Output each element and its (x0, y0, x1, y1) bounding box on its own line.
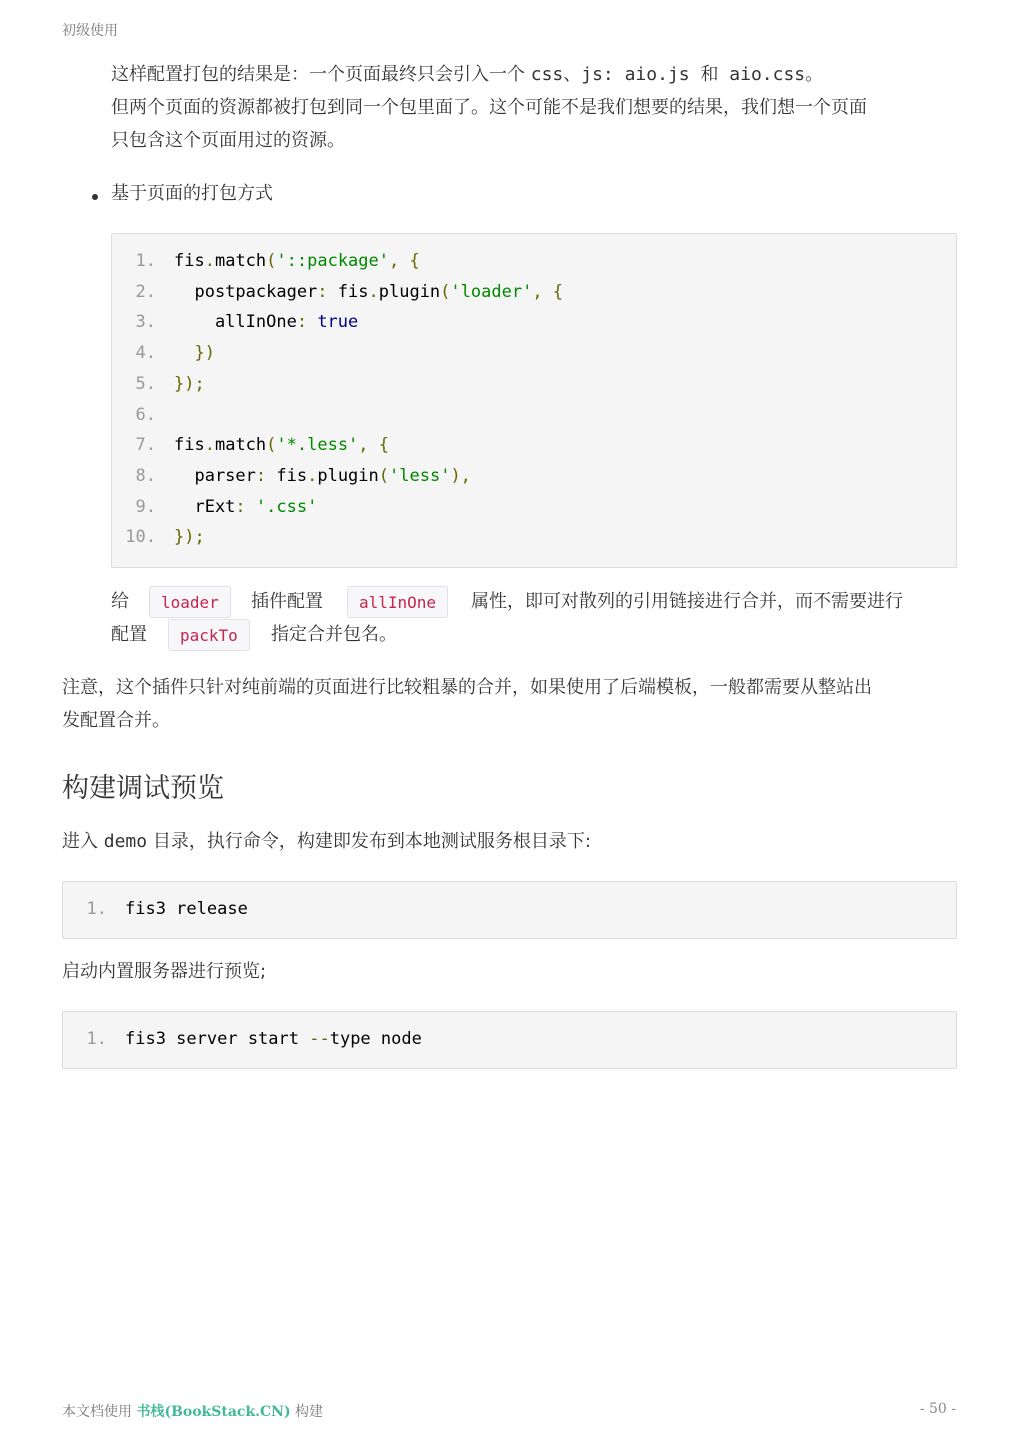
intro-line-1 (111, 58, 823, 91)
code-token: : (255, 465, 277, 486)
code-text (174, 430, 389, 461)
footer-text-b: 构建 (290, 1404, 324, 1420)
code-token: parser (174, 465, 256, 486)
code-token: }); (174, 373, 205, 394)
code-token: fis3 release (125, 899, 248, 919)
code-text (174, 277, 563, 308)
code-token: : (296, 312, 318, 333)
code-token: ( (266, 251, 277, 271)
line-number: 5. (135, 373, 156, 394)
code-token: . (307, 465, 318, 486)
code-text (174, 522, 205, 553)
code-token: fis (276, 465, 308, 486)
code-token: ( (440, 281, 451, 302)
inline-code-loader: loader (149, 586, 231, 618)
code-text (174, 307, 358, 338)
line-number: 7. (135, 435, 156, 456)
config-note-t5: 指定合并包名。 (271, 624, 397, 645)
line-number: 3. (135, 312, 156, 333)
intro-text-c: 。 (805, 64, 824, 85)
code-token: ( (266, 435, 277, 456)
code-token: , { (358, 435, 390, 456)
code-token: 'less' (389, 465, 451, 486)
code-token: , { (532, 281, 564, 302)
line-number: 6. (135, 404, 156, 425)
code-token: 'loader' (450, 281, 533, 302)
config-note-t3: 属性，即可对散列的引用链接进行合并，而不需要进行 (471, 591, 903, 612)
code-text (174, 461, 471, 492)
code-token: fis3 server start (125, 1029, 310, 1049)
section-heading: 构建调试预览 (62, 773, 224, 804)
code-text (125, 894, 248, 925)
code-line (112, 277, 956, 308)
build-intro-c: 目录，执行命令，构建即发布到本地测试服务根目录下: (147, 831, 591, 852)
server-intro: 启动内置服务器进行预览; (62, 961, 267, 982)
inline-code-packto: packTo (168, 619, 250, 651)
build-intro (62, 825, 591, 858)
page-header-title: 初级使用 (62, 23, 118, 39)
code-token: type node (329, 1029, 422, 1049)
code-token: }) (174, 343, 215, 364)
code-token: match (214, 435, 267, 456)
code-token: : (317, 281, 338, 302)
intro-line-2: 但两个页面的资源都被打包到同一个包里面了。这个可能不是我们想要的结果，我们想一个页面 (111, 97, 867, 118)
code-line (63, 1024, 956, 1055)
code-line (112, 430, 956, 461)
code-token: allInOne (174, 312, 297, 333)
code-block-release (62, 881, 957, 939)
notice-line-2: 发配置合并。 (62, 710, 170, 731)
code-token: }); (174, 527, 205, 548)
line-number: 1. (86, 1029, 107, 1049)
code-line (112, 369, 956, 400)
code-token: plugin (378, 281, 441, 302)
config-note-t1: 给 (111, 591, 129, 612)
code-token: true (317, 312, 359, 333)
line-number: 10. (125, 527, 156, 548)
code-token: fis (337, 281, 369, 302)
code-text (174, 492, 317, 523)
code-token: rExt (174, 496, 236, 517)
bullet-marker (92, 194, 98, 200)
footer-brand-link[interactable]: 书栈(BookStack.CN) (136, 1404, 291, 1420)
code-block-server-start (62, 1011, 957, 1069)
code-line (63, 894, 956, 925)
code-token: '::package' (276, 251, 389, 271)
config-note-t4: 配置 (111, 624, 147, 645)
code-token: '*.less' (276, 435, 359, 456)
code-line (112, 338, 956, 369)
code-token: match (214, 251, 267, 271)
code-token: . (368, 281, 379, 302)
config-note-t2: 插件配置 (251, 591, 323, 612)
code-token: . (204, 435, 215, 456)
code-text (174, 338, 215, 369)
line-number: 4. (135, 343, 156, 364)
code-line (112, 307, 956, 338)
build-intro-a: 进入 (62, 831, 104, 852)
intro-line-3: 只包含这个页面用过的资源。 (111, 130, 345, 151)
page-number: - 50 - (919, 1401, 956, 1417)
code-token: ( (378, 465, 390, 486)
inline-code-allinone: allInOne (347, 586, 448, 618)
code-token: '.css' (255, 496, 318, 517)
code-token: plugin (317, 465, 379, 486)
intro-text-a: 这样配置打包的结果是：一个页面最终只会引入一个 (111, 64, 531, 85)
line-number: 1. (86, 899, 107, 919)
build-intro-dir: demo (103, 831, 148, 852)
code-block-package-config (111, 233, 957, 568)
code-line (112, 461, 956, 492)
code-text (174, 369, 205, 400)
code-token: ), (450, 465, 471, 486)
line-number: 8. (135, 465, 156, 486)
footer-text-a: 本文档使用 (62, 1404, 137, 1420)
code-text (125, 1024, 422, 1055)
code-text (174, 246, 420, 277)
code-token: : (235, 496, 256, 517)
intro-text-b: css、js: aio.js 和 aio.css (530, 64, 806, 85)
notice-line-1: 注意，这个插件只针对纯前端的页面进行比较粗暴的合并，如果使用了后端模板，一般都需要从整站出 (62, 677, 872, 698)
code-token: . (204, 251, 215, 271)
footer-credit (62, 1401, 323, 1421)
code-token: fis (174, 435, 205, 456)
code-line (112, 492, 956, 523)
code-token: postpackager (174, 281, 318, 302)
code-line (112, 522, 956, 553)
line-number: 2. (135, 281, 156, 302)
line-number: 1. (135, 251, 156, 271)
code-token: fis (174, 251, 205, 271)
code-token: -- (309, 1029, 330, 1049)
code-token: , { (389, 251, 420, 271)
code-line (112, 246, 956, 277)
code-line (112, 400, 956, 431)
line-number: 9. (135, 496, 156, 517)
bullet-item-text: 基于页面的打包方式 (111, 183, 273, 204)
